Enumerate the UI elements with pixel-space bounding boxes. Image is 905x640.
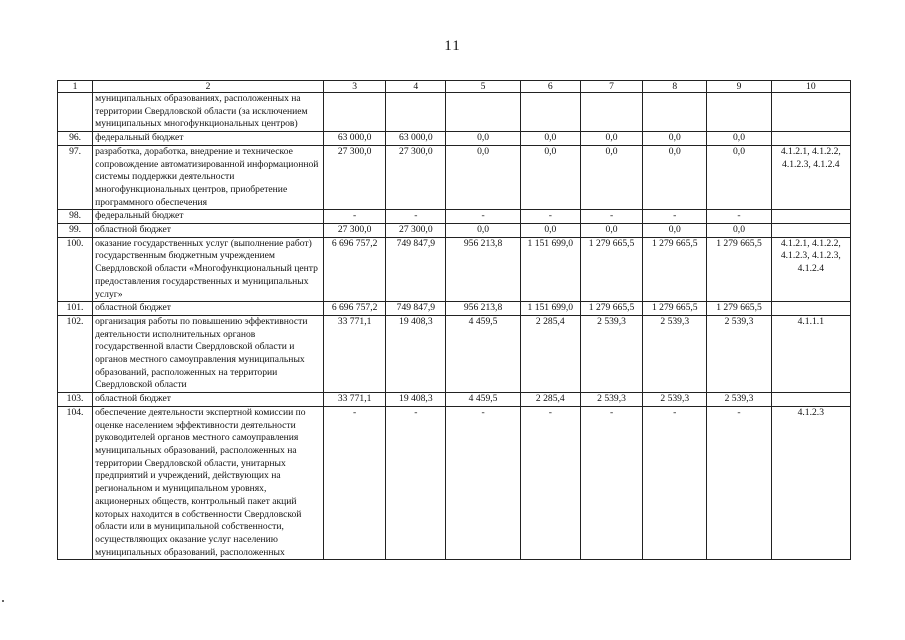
col-4-value: 749 847,9 xyxy=(386,237,446,302)
row-number: 98. xyxy=(58,210,93,224)
col-3-total: 63 000,0 xyxy=(323,132,385,146)
col-5-value: 956 213,8 xyxy=(446,237,520,302)
table-row xyxy=(58,237,851,302)
col-8-value: 0,0 xyxy=(643,224,707,238)
col-10-target-refs: 4.1.1.1 xyxy=(771,315,850,392)
row-number: 102. xyxy=(58,315,93,392)
row-number: 104. xyxy=(58,406,93,559)
col-5-value: 0,0 xyxy=(446,224,520,238)
col-3-total: 33 771,1 xyxy=(323,315,385,392)
col-4-value: 63 000,0 xyxy=(386,132,446,146)
header-cell: 6 xyxy=(520,81,580,93)
header-cell: 7 xyxy=(580,81,642,93)
header-cell: 5 xyxy=(446,81,520,93)
col-6-value: 2 285,4 xyxy=(520,393,580,407)
col-7-value: 2 539,3 xyxy=(580,315,642,392)
col-9-value: 0,0 xyxy=(707,145,771,210)
col-7-value: 0,0 xyxy=(580,132,642,146)
col-4-value: 19 408,3 xyxy=(386,315,446,392)
col-5-value: 956 213,8 xyxy=(446,302,520,316)
col-9-value: 2 539,3 xyxy=(707,393,771,407)
col-8-value: 1 279 665,5 xyxy=(643,237,707,302)
col-6-value: 0,0 xyxy=(520,224,580,238)
row-number: 96. xyxy=(58,132,93,146)
row-description: обеспечение деятельности экспертной комиссии по оценке населением эффективности деятельности руководителей органов местного самоуправления муниципальных образований, расположенных на территории Свердловской области, унитарных предприятий и учреждений, действующих на региональном и муниципальном уровнях, акционерных обществ, контрольный пакет акций которых находится в собственности Свердловской области или в муниципальной собственности, осуществляющих оказание услуг населению муниципальных образований, расположенных xyxy=(93,406,324,559)
col-8-value: 0,0 xyxy=(643,145,707,210)
col-4-value: 749 847,9 xyxy=(386,302,446,316)
col-6-value xyxy=(520,93,580,132)
table-row xyxy=(58,406,851,559)
row-number: 97. xyxy=(58,145,93,210)
col-10-target-refs xyxy=(771,393,850,407)
row-description: федеральный бюджет xyxy=(93,132,324,146)
col-6-value: 2 285,4 xyxy=(520,315,580,392)
col-8-value: 2 539,3 xyxy=(643,393,707,407)
col-4-value: 19 408,3 xyxy=(386,393,446,407)
row-number: 101. xyxy=(58,302,93,316)
table-row xyxy=(58,210,851,224)
row-number: 103. xyxy=(58,393,93,407)
table-row xyxy=(58,93,851,132)
row-description: оказание государственных услуг (выполнение работ) государственным бюджетным учреждением Свердловской области «Многофункциональный центр предоставления государственных и муниципальных услуг» xyxy=(93,237,324,302)
col-10-target-refs xyxy=(771,224,850,238)
col-9-value: - xyxy=(707,210,771,224)
col-6-value: 1 151 699,0 xyxy=(520,237,580,302)
col-7-value: 0,0 xyxy=(580,224,642,238)
row-description: муниципальных образованиях, расположенных на территории Свердловской области (за исключением муниципальных многофункциональных центров) xyxy=(93,93,324,132)
header-cell: 8 xyxy=(643,81,707,93)
col-9-value: 1 279 665,5 xyxy=(707,237,771,302)
col-4-value xyxy=(386,93,446,132)
col-7-value: - xyxy=(580,210,642,224)
header-cell: 2 xyxy=(93,81,324,93)
col-8-value: 1 279 665,5 xyxy=(643,302,707,316)
row-description: областной бюджет xyxy=(93,302,324,316)
col-8-value: 0,0 xyxy=(643,132,707,146)
table-row xyxy=(58,393,851,407)
col-7-value xyxy=(580,93,642,132)
row-description: областной бюджет xyxy=(93,393,324,407)
col-9-value: 0,0 xyxy=(707,132,771,146)
col-10-target-refs xyxy=(771,132,850,146)
col-7-value: - xyxy=(580,406,642,559)
col-9-value: - xyxy=(707,406,771,559)
row-description: организация работы по повышению эффективности деятельности исполнительных органов государственной власти Свердловской области и органов местного самоуправления муниципальных образований, расположенных на территории Свердловской области xyxy=(93,315,324,392)
header-cell: 1 xyxy=(58,81,93,93)
col-3-total xyxy=(323,93,385,132)
col-5-value: 4 459,5 xyxy=(446,315,520,392)
col-4-value: 27 300,0 xyxy=(386,224,446,238)
col-10-target-refs: 4.1.2.3 xyxy=(771,406,850,559)
col-5-value xyxy=(446,93,520,132)
col-8-value: 2 539,3 xyxy=(643,315,707,392)
row-description: областной бюджет xyxy=(93,224,324,238)
header-cell: 10 xyxy=(771,81,850,93)
col-7-value: 1 279 665,5 xyxy=(580,237,642,302)
col-9-value: 2 539,3 xyxy=(707,315,771,392)
col-3-total: 6 696 757,2 xyxy=(323,237,385,302)
table-row xyxy=(58,145,851,210)
col-9-value: 0,0 xyxy=(707,224,771,238)
col-7-value: 0,0 xyxy=(580,145,642,210)
col-8-value: - xyxy=(643,210,707,224)
col-9-value: 1 279 665,5 xyxy=(707,302,771,316)
header-cell: 4 xyxy=(386,81,446,93)
header-cell: 3 xyxy=(323,81,385,93)
row-number: 99. xyxy=(58,224,93,238)
header-cell: 9 xyxy=(707,81,771,93)
col-5-value: 4 459,5 xyxy=(446,393,520,407)
row-description: федеральный бюджет xyxy=(93,210,324,224)
col-10-target-refs xyxy=(771,302,850,316)
col-3-total: 27 300,0 xyxy=(323,145,385,210)
col-3-total: 27 300,0 xyxy=(323,224,385,238)
col-5-value: - xyxy=(446,210,520,224)
col-7-value: 2 539,3 xyxy=(580,393,642,407)
col-6-value: 0,0 xyxy=(520,145,580,210)
col-10-target-refs xyxy=(771,210,850,224)
row-number xyxy=(58,93,93,132)
scan-edge-mark xyxy=(2,600,4,602)
col-3-total: - xyxy=(323,406,385,559)
row-description: разработка, доработка, внедрение и техническое сопровождение автоматизированной информационной системы поддержки деятельности многофункциональных центров, приобретение программного обеспечения xyxy=(93,145,324,210)
col-3-total: 33 771,1 xyxy=(323,393,385,407)
row-number: 100. xyxy=(58,237,93,302)
col-3-total: - xyxy=(323,210,385,224)
col-6-value: - xyxy=(520,406,580,559)
page-number: 11 xyxy=(444,38,461,54)
col-10-target-refs: 4.1.2.1, 4.1.2.2, 4.1.2.3, 4.1.2.3, 4.1.2.4 xyxy=(771,237,850,302)
col-4-value: - xyxy=(386,210,446,224)
col-6-value: - xyxy=(520,210,580,224)
col-8-value xyxy=(643,93,707,132)
table-row xyxy=(58,315,851,392)
col-5-value: 0,0 xyxy=(446,132,520,146)
col-3-total: 6 696 757,2 xyxy=(323,302,385,316)
col-10-target-refs xyxy=(771,93,850,132)
col-10-target-refs: 4.1.2.1, 4.1.2.2, 4.1.2.3, 4.1.2.4 xyxy=(771,145,850,210)
table-row xyxy=(58,224,851,238)
col-9-value xyxy=(707,93,771,132)
col-5-value: 0,0 xyxy=(446,145,520,210)
col-6-value: 0,0 xyxy=(520,132,580,146)
program-activities-table xyxy=(57,80,851,560)
col-5-value: - xyxy=(446,406,520,559)
table-row xyxy=(58,302,851,316)
col-4-value: - xyxy=(386,406,446,559)
col-7-value: 1 279 665,5 xyxy=(580,302,642,316)
col-8-value: - xyxy=(643,406,707,559)
table-header-row xyxy=(58,81,851,93)
col-6-value: 1 151 699,0 xyxy=(520,302,580,316)
col-4-value: 27 300,0 xyxy=(386,145,446,210)
table-row xyxy=(58,132,851,146)
